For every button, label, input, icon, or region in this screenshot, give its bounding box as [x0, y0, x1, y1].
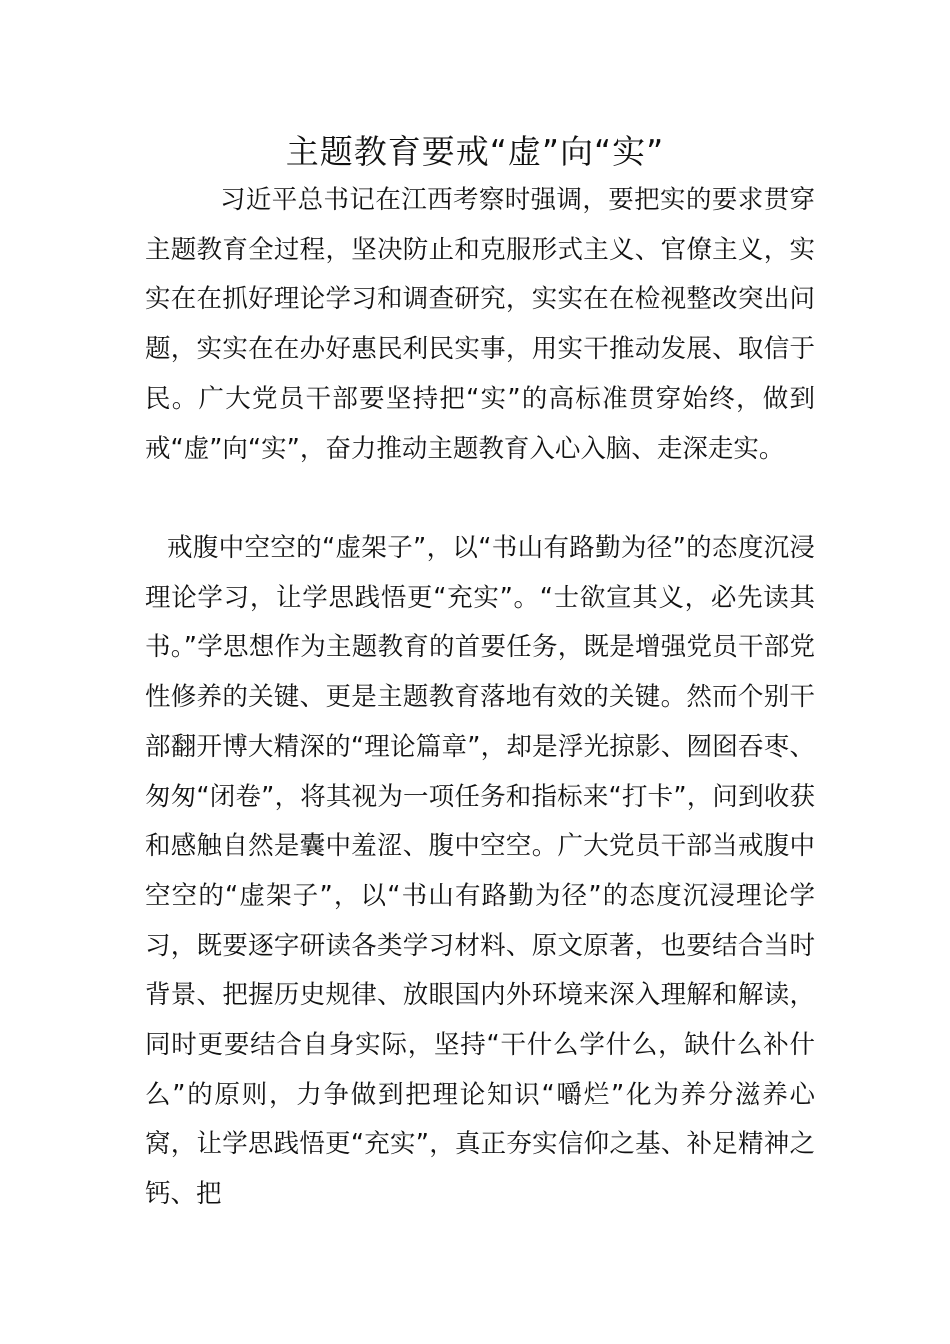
document-title: 主题教育要戒“虚”向“实”	[285, 132, 665, 171]
paragraph-intro: 习近平总书记在江西考察时强调，要把实的要求贯穿主题教育全过程，坚决防止和克服形式主义、官僚主义，实实在在抓好理论学习和调查研究，实实在在检视整改突出问题，实实在在办好惠民利民实事，用实干推动发展、取信于民。广大党员干部要坚持把“实”的高标准贯穿始终，做到戒“虚”向“实”，奋力推动主题教育入心入脑、走深走实。	[145, 185, 815, 464]
paragraph-body: 戒腹中空空的“虚架子”，以“书山有路勤为径”的态度沉浸理论学习，让学思践悟更“充实”。“士欲宣其义，必先读其书。”学思想作为主题教育的首要任务，既是增强党员干部党性修养的关键、更是主题教育落地有效的关键。然而个别干部翻开博大精深的“理论篇章”，却是浮光掠影、囫囵吞枣、匆匆“闭卷”，将其视为一项任务和指标来“打卡”，问到收获和感触自然是囊中羞涩、腹中空空。广大党员干部当戒腹中空空的“虚架子”，以“书山有路勤为径”的态度沉浸理论学习，既要逐字研读各类学习材料、原文原著，也要结合当时背景、把握历史规律、放眼国内外环境来深入理解和解读，同时更要结合自身实际，坚持“干什么学什么，缺什么补什么”的原则，力争做到把理论知识“嚼烂”化为养分滋养心窝，让学思践悟更“充实”，真正夯实信仰之基、补足精神之钙、把	[145, 533, 815, 1210]
